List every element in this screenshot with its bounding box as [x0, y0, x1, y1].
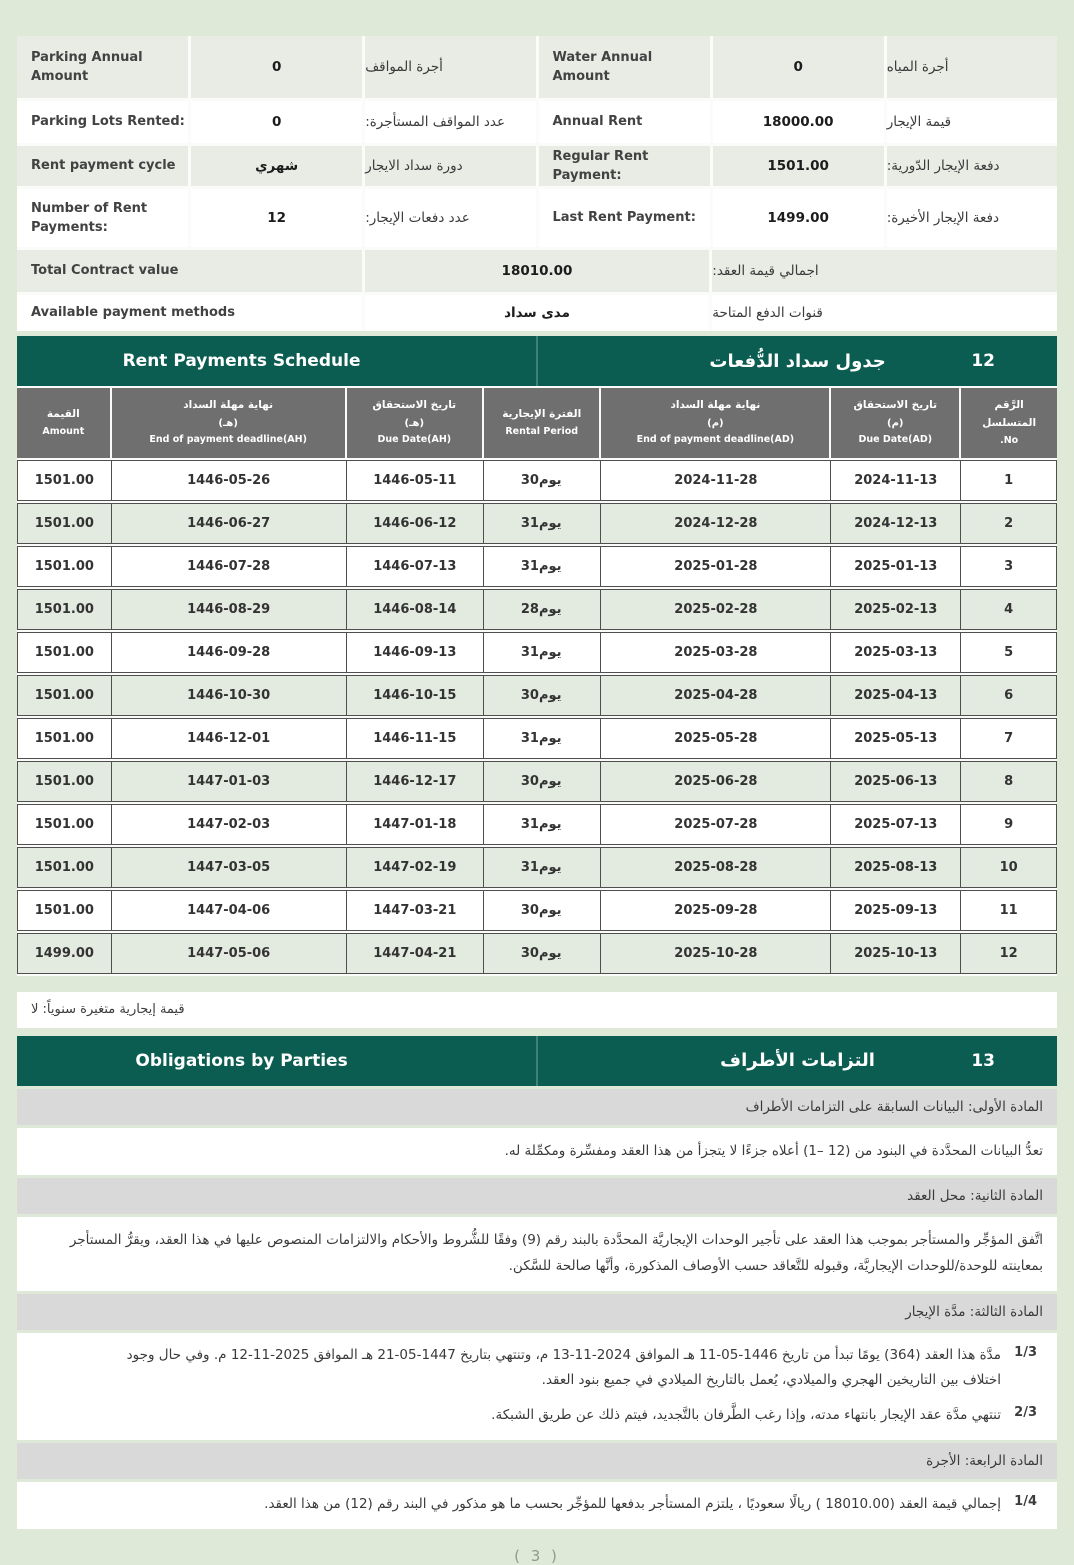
value-parking-lots: [191, 101, 362, 143]
schedule-title-ar: جدول سداد الدُّفعات: [709, 350, 886, 372]
label-en-payment-cycle: [17, 146, 188, 186]
cell-serial-number: 7: [960, 718, 1057, 759]
clause-text: تنتهي مدَّة عقد الإيجار بانتهاء مدته، وإذا رغب الطَّرفان بالتَّجديد، فيتم ذلك عن طريق الشبكة.: [491, 1406, 1001, 1423]
article-3-clauses: [17, 1333, 1057, 1440]
obligations-title-ar-wrap: [536, 1036, 1057, 1086]
summary-row-total-value: [17, 250, 1057, 292]
cell-serial-number: 9: [960, 804, 1057, 845]
cell-amount: 1501.00: [17, 718, 111, 759]
cell-due-date-ah: 1446-10-15: [346, 675, 483, 716]
cell-rental-period: 30يوم: [483, 761, 601, 802]
cell-amount: 1501.00: [17, 804, 111, 845]
header-cell-deadline-ad: [600, 388, 830, 458]
obligations-section-number: 13: [971, 1050, 995, 1071]
schedule-title-en: [17, 336, 536, 386]
label-ar-last-payment: [887, 189, 1057, 247]
label-en-payment-methods: [17, 295, 362, 331]
clause-1-3: [37, 1343, 1037, 1393]
title-text: Rent Payments Schedule: [122, 351, 361, 371]
value-text: شهري: [255, 158, 299, 174]
label-en-water-annual: [539, 36, 710, 98]
cell-deadline-ah: 1446-12-01: [111, 718, 346, 759]
cell-rental-period: 30يوم: [483, 890, 601, 931]
cell-due-date-ad: 2025-09-13: [830, 890, 960, 931]
header-en: Due Date(AD): [858, 434, 933, 446]
header-en: No.: [1000, 434, 1019, 446]
header-cell-due-date-ad: [830, 388, 960, 458]
cell-due-date-ah: 1446-11-15: [346, 718, 483, 759]
label-text: Total Contract value: [31, 263, 179, 279]
label-text: Annual Rent: [552, 114, 643, 130]
clause-number: 2/3: [1014, 1404, 1037, 1420]
cell-due-date-ah: 1446-08-14: [346, 589, 483, 630]
cell-amount: 1501.00: [17, 503, 111, 544]
clause-text: إجمالي قيمة العقد (18010.00 ) ريالًا سعوديًا ، يلتزم المستأجر بدفعها للمؤجِّر بحسب ما هو مذكور في البند رقم (12) من هذا العقد.: [264, 1495, 1001, 1512]
schedule-row: [17, 933, 1057, 974]
header-cell-due-date-ah: [346, 388, 483, 458]
label-en-last-payment: [539, 189, 710, 247]
cell-deadline-ad: 2025-09-28: [600, 890, 830, 931]
cell-serial-number: 2: [960, 503, 1057, 544]
article-1-text: تعدُّ البيانات المحدَّدة في البنود من ‎(1– 12)‎ أعلاه جزءًا لا يتجزأ من هذا العقد ومفسِّرة ومكمِّلة له.: [17, 1128, 1057, 1176]
schedule-header-row: [17, 388, 1057, 458]
cell-rental-period: 30يوم: [483, 933, 601, 974]
header-tag: (م): [887, 418, 904, 430]
header-tag: (م): [707, 418, 724, 430]
label-text: أجرة المياه: [886, 59, 949, 75]
header-cell-rental-period: [483, 388, 601, 458]
label-text: دفعة الإيجار الأخيرة:: [886, 210, 999, 226]
cell-rental-period: 28يوم: [483, 589, 601, 630]
header-ar: الفترة الإيجارية: [502, 407, 582, 420]
cell-due-date-ad: 2025-04-13: [830, 675, 960, 716]
label-ar-regular-payment: [887, 146, 1057, 186]
label-ar-annual-rent: [887, 101, 1057, 143]
schedule-row: [17, 589, 1057, 630]
header-ar2: المتسلسل: [982, 416, 1037, 429]
header-en: End of payment deadline(AD): [636, 434, 795, 446]
article-1-heading: المادة الأولى: البيانات السابقة على التزامات الأطراف: [17, 1089, 1057, 1125]
obligations-title-en: [17, 1036, 536, 1086]
article-4-clauses: [17, 1482, 1057, 1529]
value-regular-payment: [713, 146, 884, 186]
label-ar-payment-methods: [712, 295, 1057, 331]
label-ar-payment-cycle: [365, 146, 535, 186]
cell-due-date-ad: 2025-03-13: [830, 632, 960, 673]
cell-amount: 1501.00: [17, 847, 111, 888]
header-en: Rental Period: [505, 425, 579, 437]
summary-row-parking-water: [17, 36, 1057, 98]
cell-deadline-ah: 1446-05-26: [111, 460, 346, 501]
cell-deadline-ah: 1447-05-06: [111, 933, 346, 974]
label-text: Available payment methods: [31, 305, 235, 321]
cell-due-date-ad: 2025-06-13: [830, 761, 960, 802]
contract-summary: [17, 36, 1057, 331]
header-ar: تاريخ الاستحقاق: [372, 399, 457, 412]
cell-deadline-ad: 2025-04-28: [600, 675, 830, 716]
cell-deadline-ah: 1446-10-30: [111, 675, 346, 716]
summary-row-cycle-payment: [17, 146, 1057, 186]
schedule-section-header: [17, 336, 1057, 386]
label-text: دورة سداد الايجار: [365, 158, 463, 174]
label-text: Regular Rent Payment:: [552, 148, 649, 183]
schedule-row: [17, 546, 1057, 587]
label-ar-parking-annual: [365, 36, 535, 98]
cell-deadline-ah: 1446-06-27: [111, 503, 346, 544]
variable-rent-note: قيمة إيجارية متغيرة سنوياً: لا: [17, 992, 1057, 1028]
label-text: أجرة المواقف: [365, 59, 443, 75]
label-ar-total-value: [712, 250, 1057, 292]
schedule-row: [17, 761, 1057, 802]
page-number: ( 3 ): [514, 1546, 560, 1565]
cell-due-date-ad: 2024-12-13: [830, 503, 960, 544]
schedule-row: [17, 718, 1057, 759]
cell-due-date-ah: 1446-05-11: [346, 460, 483, 501]
cell-deadline-ad: 2025-02-28: [600, 589, 830, 630]
label-text: قنوات الدفع المتاحة: [712, 305, 823, 321]
value-payment-methods: [365, 295, 710, 331]
value-parking-annual: [191, 36, 362, 98]
schedule-section-number: 12: [971, 351, 995, 371]
cell-due-date-ah: 1447-04-21: [346, 933, 483, 974]
value-text: 12: [267, 210, 287, 226]
header-en: End of payment deadline(AH): [149, 434, 307, 446]
cell-serial-number: 4: [960, 589, 1057, 630]
cell-serial-number: 1: [960, 460, 1057, 501]
schedule-row: [17, 675, 1057, 716]
label-en-regular-payment: [539, 146, 710, 186]
header-cell-serial-number: [960, 388, 1057, 458]
label-text: Last Rent Payment:: [552, 210, 696, 226]
value-total-value: [365, 250, 710, 292]
cell-due-date-ah: 1447-02-19: [346, 847, 483, 888]
header-en: Due Date(AH): [377, 434, 452, 446]
clause-number: 1/4: [1014, 1493, 1037, 1509]
schedule-row: [17, 460, 1057, 501]
schedule-title-ar-wrap: [536, 336, 1057, 386]
cell-serial-number: 5: [960, 632, 1057, 673]
value-payment-cycle: [191, 146, 362, 186]
value-text: مدى سداد: [504, 305, 570, 321]
clause-2-3: [37, 1403, 1037, 1428]
cell-rental-period: 31يوم: [483, 503, 601, 544]
cell-due-date-ah: 1447-03-21: [346, 890, 483, 931]
label-text: قيمة الإيجار: [886, 114, 952, 130]
label-ar-number-payments: [365, 189, 535, 247]
cell-serial-number: 11: [960, 890, 1057, 931]
clause-text: مدَّة هذا العقد (364) يومًا تبدأ من تاريخ 1446-05-11 هـ الموافق 2024-11-13 م، وتنتهي بتاريخ 1447-05-21 هـ الموافق 2025-11-12 م. وفي حال وجود اختلاف بين التاريخين الهجري والميلادي، يُعمل بالتاريخ الميلادي في جميع بنود العقد.: [126, 1346, 1001, 1388]
cell-serial-number: 3: [960, 546, 1057, 587]
cell-due-date-ad: 2025-10-13: [830, 933, 960, 974]
label-en-total-value: [17, 250, 362, 292]
cell-deadline-ah: 1446-07-28: [111, 546, 346, 587]
label-en-parking-lots: [17, 101, 188, 143]
cell-deadline-ad: 2025-07-28: [600, 804, 830, 845]
cell-deadline-ah: 1446-08-29: [111, 589, 346, 630]
summary-row-payments-last: [17, 189, 1057, 247]
cell-rental-period: 31يوم: [483, 718, 601, 759]
article-2-text: اتَّفق المؤجِّر والمستأجر بموجب هذا العقد على تأجير الوحدات الإيجاريَّة المحدَّدة بالبند رقم (9) وفقًا للشُّروط والأحكام والالتزامات المنصوص عليها في هذا العقد، ويقرُّ المستأجر بمعاينته للوحدة/للوحدات الإيجاريَّة، وقبوله للتَّعاقد حسب الأوصاف المذكورة، وأنَّها صالحة للسَّكن.: [17, 1217, 1057, 1290]
label-text: Water Annual Amount: [552, 49, 653, 84]
cell-deadline-ah: 1447-04-06: [111, 890, 346, 931]
cell-amount: 1501.00: [17, 761, 111, 802]
obligations-title-ar: التزامات الأطراف: [720, 1050, 875, 1072]
cell-deadline-ad: 2024-12-28: [600, 503, 830, 544]
value-text: 0: [271, 114, 282, 130]
header-ar: القيمة: [46, 407, 80, 420]
header-tag: (هـ): [404, 418, 425, 430]
value-text: 18010.00: [501, 263, 573, 279]
cell-due-date-ad: 2025-05-13: [830, 718, 960, 759]
header-ar: الرَّقم: [994, 399, 1024, 411]
header-cell-deadline-ah: [111, 388, 346, 458]
value-number-payments: [191, 189, 362, 247]
label-en-number-payments: [17, 189, 188, 247]
label-text: عدد المواقف المستأجرة:: [365, 114, 506, 130]
value-text: 1501.00: [767, 158, 829, 174]
cell-deadline-ad: 2024-11-28: [600, 460, 830, 501]
cell-deadline-ah: 1447-02-03: [111, 804, 346, 845]
cell-deadline-ad: 2025-10-28: [600, 933, 830, 974]
cell-amount: 1501.00: [17, 460, 111, 501]
label-text: اجمالي قيمة العقد:: [712, 263, 819, 279]
label-en-annual-rent: [539, 101, 710, 143]
cell-deadline-ad: 2025-08-28: [600, 847, 830, 888]
cell-serial-number: 12: [960, 933, 1057, 974]
title-text: Obligations by Parties: [135, 1050, 348, 1071]
cell-amount: 1501.00: [17, 546, 111, 587]
clause-1-4: [37, 1492, 1037, 1517]
article-4-heading: المادة الرابعة: الأجرة: [17, 1443, 1057, 1479]
schedule-row: [17, 503, 1057, 544]
cell-rental-period: 31يوم: [483, 632, 601, 673]
label-ar-parking-lots: [365, 101, 535, 143]
cell-deadline-ah: 1446-09-28: [111, 632, 346, 673]
header-en: Amount: [42, 425, 85, 437]
header-ar: نهاية مهلة السداد: [670, 399, 761, 412]
cell-deadline-ad: 2025-06-28: [600, 761, 830, 802]
cell-rental-period: 30يوم: [483, 675, 601, 716]
cell-due-date-ad: 2025-02-13: [830, 589, 960, 630]
cell-deadline-ad: 2025-03-28: [600, 632, 830, 673]
schedule-row: [17, 804, 1057, 845]
header-ar: نهاية مهلة السداد: [183, 399, 274, 412]
schedule-body: [17, 460, 1057, 974]
cell-due-date-ah: 1446-06-12: [346, 503, 483, 544]
cell-due-date-ah: 1446-07-13: [346, 546, 483, 587]
schedule-row: [17, 632, 1057, 673]
cell-rental-period: 31يوم: [483, 804, 601, 845]
value-last-payment: [713, 189, 884, 247]
rent-payments-schedule-table: [17, 386, 1057, 976]
cell-due-date-ad: 2024-11-13: [830, 460, 960, 501]
value-text: 0: [271, 59, 282, 75]
cell-due-date-ah: 1446-12-17: [346, 761, 483, 802]
obligations-section-header: [17, 1036, 1057, 1086]
label-text: Rent payment cycle: [31, 158, 176, 174]
value-annual-rent: [713, 101, 884, 143]
cell-deadline-ah: 1447-03-05: [111, 847, 346, 888]
label-text: Parking Annual Amount: [31, 49, 143, 84]
schedule-row: [17, 847, 1057, 888]
value-water-annual: [713, 36, 884, 98]
cell-serial-number: 10: [960, 847, 1057, 888]
cell-due-date-ad: 2025-07-13: [830, 804, 960, 845]
cell-rental-period: 31يوم: [483, 847, 601, 888]
clause-number: 1/3: [1014, 1344, 1037, 1360]
article-2-heading: المادة الثانية: محل العقد: [17, 1178, 1057, 1214]
schedule-row: [17, 890, 1057, 931]
cell-serial-number: 6: [960, 675, 1057, 716]
summary-row-lots-rent: [17, 101, 1057, 143]
cell-deadline-ah: 1447-01-03: [111, 761, 346, 802]
value-text: 18000.00: [762, 114, 834, 130]
header-cell-amount: [17, 388, 111, 458]
cell-amount: 1499.00: [17, 933, 111, 974]
cell-due-date-ah: 1446-09-13: [346, 632, 483, 673]
cell-amount: 1501.00: [17, 675, 111, 716]
label-text: Parking Lots Rented:: [31, 114, 185, 130]
cell-rental-period: 30يوم: [483, 460, 601, 501]
cell-due-date-ah: 1447-01-18: [346, 804, 483, 845]
cell-rental-period: 31يوم: [483, 546, 601, 587]
label-text: عدد دفعات الإيجار:: [365, 210, 470, 226]
value-text: 0: [793, 59, 803, 75]
cell-deadline-ad: 2025-05-28: [600, 718, 830, 759]
value-text: 1499.00: [767, 210, 829, 226]
header-ar: تاريخ الاستحقاق: [853, 399, 938, 412]
label-en-parking-annual: [17, 36, 188, 98]
cell-amount: 1501.00: [17, 632, 111, 673]
cell-due-date-ad: 2025-01-13: [830, 546, 960, 587]
cell-amount: 1501.00: [17, 589, 111, 630]
label-ar-water-annual: [887, 36, 1057, 98]
label-text: Number of Rent Payments:: [31, 200, 148, 235]
label-text: دفعة الإيجار الدّورية:: [886, 158, 1000, 174]
cell-amount: 1501.00: [17, 890, 111, 931]
cell-due-date-ad: 2025-08-13: [830, 847, 960, 888]
header-tag: (هـ): [218, 418, 238, 430]
cell-serial-number: 8: [960, 761, 1057, 802]
article-3-heading: المادة الثالثة: مدَّة الإيجار: [17, 1294, 1057, 1330]
cell-deadline-ad: 2025-01-28: [600, 546, 830, 587]
summary-row-payment-methods: [17, 295, 1057, 331]
